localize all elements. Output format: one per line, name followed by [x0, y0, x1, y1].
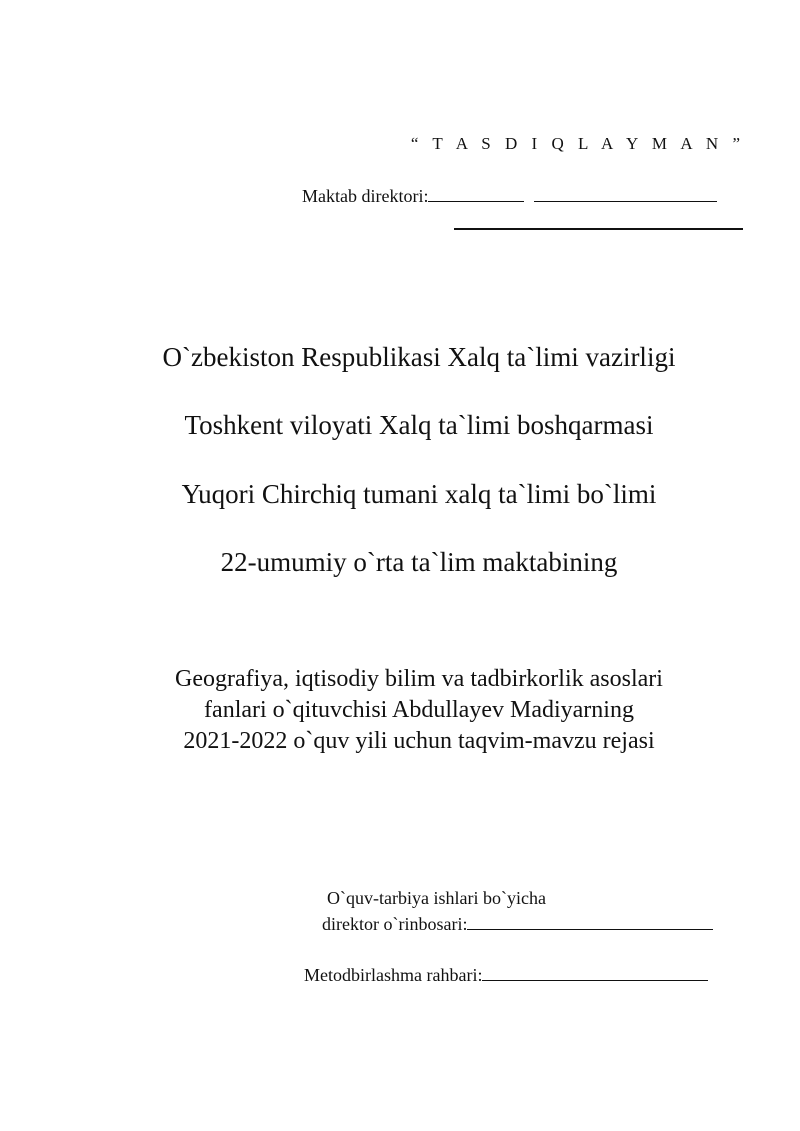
approval-title: “ T A S D I Q L A Y M A N ” — [410, 134, 745, 153]
plan-title-line-3: 2021-2022 o`quv yili uchun taqvim-mavzu rejasi — [183, 728, 655, 754]
deputy-signature-line — [467, 911, 713, 930]
ministry-name: O`zbekiston Respublikasi Xalq ta`limi vazirligi — [162, 342, 676, 372]
deputy-signature-row — [322, 911, 713, 936]
deputy-label: direktor o`rinbosari: — [322, 914, 468, 934]
district-department: Yuqori Chirchiq tumani xalq ta`limi bo`limi — [181, 479, 657, 509]
method-head-label: Metodbirlashma rahbari: — [304, 965, 483, 985]
plan-title-line-2: fanlari o`qituvchisi Abdullayev Madiyarning — [204, 697, 634, 723]
plan-title — [0, 664, 800, 757]
regional-department: Toshkent viloyati Xalq ta`limi boshqarmasi — [184, 410, 654, 440]
plan-title-line-1: Geografiya, iqtisodiy bilim va tadbirkorlik asoslari — [175, 666, 663, 692]
method-head-signature-row — [304, 962, 708, 987]
method-head-signature-line — [482, 962, 708, 981]
director-name-line — [534, 183, 717, 202]
director-label: Maktab direktori: — [302, 186, 429, 206]
deputy-title-line-1: O`quv-tarbiya ishlari bo`yicha — [327, 888, 546, 908]
director-signature-row — [302, 183, 717, 208]
school-name: 22-umumiy o`rta ta`lim maktabining — [220, 547, 618, 577]
director-extra-line — [454, 228, 743, 230]
director-signature-line — [428, 183, 524, 202]
